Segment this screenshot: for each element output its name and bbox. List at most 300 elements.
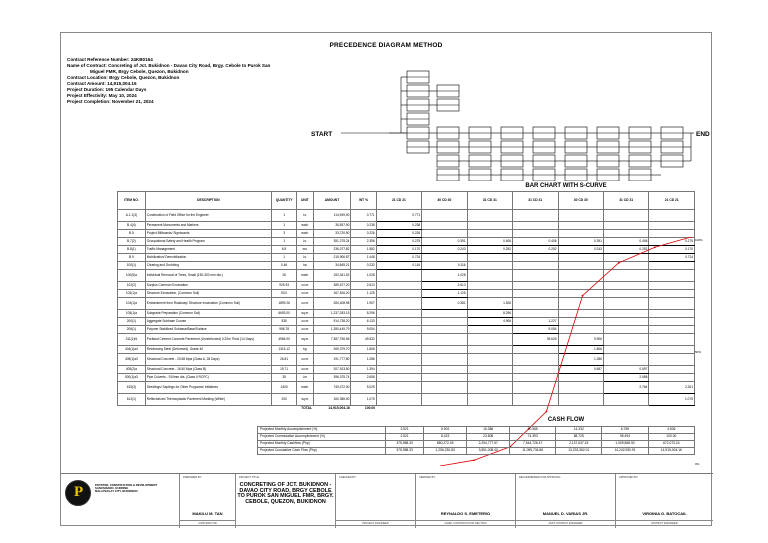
cash-flow-value: 5.902 xyxy=(424,427,467,434)
bar-chart-title: BAR CHART WITH S-CURVE xyxy=(525,183,607,189)
table-row xyxy=(118,382,695,394)
cell-quantity: 1 xyxy=(272,238,297,246)
cell-unit: cu.m xyxy=(297,290,313,298)
project-label: PROJECT TITLE: xyxy=(239,476,260,479)
cell-description: Traffic Management xyxy=(145,246,271,254)
cell-amount: 153,341.52 xyxy=(313,270,351,282)
cell-month-weight xyxy=(513,310,558,318)
cell-month-weight xyxy=(603,334,648,346)
project-effectivity: Project Effectivity: May 10, 2024 xyxy=(67,93,137,98)
cell-month-weight xyxy=(649,374,695,382)
cell-weight: 1.907 xyxy=(351,298,376,310)
cell-month-weight xyxy=(558,270,603,282)
cell-amount: 351,275.24 xyxy=(313,238,351,246)
cell-month-weight xyxy=(376,282,421,290)
cell-description: Permanent Monuments and Markers xyxy=(145,222,271,230)
cell-month-weight xyxy=(603,254,648,262)
cell-quantity: 4966.00 xyxy=(272,334,297,346)
project-duration: Project Duration: 195 Calendar Days xyxy=(67,87,147,92)
cell-month-weight: 4.906 xyxy=(467,318,512,326)
cell-month-weight xyxy=(649,230,695,238)
cash-flow-value: 88.725 xyxy=(556,434,602,441)
recommended-name: MANUEL D. VARIAS JR. xyxy=(542,511,589,516)
cell-month-weight: 0.724 xyxy=(376,254,421,262)
table-row xyxy=(118,334,695,346)
verified-name: REYNALDO S. EMETERIO xyxy=(440,511,491,516)
cell-month-weight xyxy=(649,346,695,354)
contract-reference: Contract Reference Number: 24KB0164 xyxy=(67,57,153,62)
cell-description: Reflectorized Thermoplastic Pavement Marking (White) xyxy=(145,394,271,406)
cell-month-weight xyxy=(376,318,421,326)
cell-unit: l.m xyxy=(297,374,313,382)
cell-month-weight xyxy=(603,326,648,334)
cell-month-weight xyxy=(513,366,558,374)
cell-amount: 35,557.90 xyxy=(313,222,351,230)
cell-amount: 191,777.80 xyxy=(313,354,351,366)
cell-month-weight xyxy=(467,374,512,382)
cell-month-weight xyxy=(603,230,648,238)
table-row xyxy=(118,310,695,318)
cell-month-weight xyxy=(467,326,512,334)
prepared-label: PREPARED BY: xyxy=(183,476,202,479)
cell-item: 105(1)a xyxy=(118,310,146,318)
cell-month-weight xyxy=(558,230,603,238)
cell-month-weight: 1.227 xyxy=(513,318,558,326)
contract-name-line1: Name of Contract: Concreting of Jct. Bukidnon - Davao City Road, Brgy. Cebole to Purok San xyxy=(67,63,271,68)
cell-month-weight xyxy=(467,222,512,230)
cash-flow-row xyxy=(258,448,695,455)
col-month: 31 CD 31 xyxy=(603,192,648,210)
cell-month-weight xyxy=(558,382,603,394)
cell-quantity: 6693.00 xyxy=(272,310,297,318)
cell-unit: ha xyxy=(297,262,313,270)
cell-month-weight: 0.406 xyxy=(603,238,648,246)
cell-weight: 2.613 xyxy=(351,282,376,290)
total-label: TOTAL xyxy=(301,406,313,411)
cell-amount: 167,816.20 xyxy=(313,290,351,298)
cell-month-weight: 1.806 xyxy=(558,346,603,354)
cell-month-weight xyxy=(558,282,603,290)
title-block xyxy=(61,473,713,527)
cash-flow-value: 14,242,930.91 xyxy=(602,448,648,455)
cell-month-weight xyxy=(513,290,558,298)
cell-month-weight xyxy=(467,366,512,374)
document-sheet xyxy=(60,32,712,526)
cell-month-weight xyxy=(649,310,695,318)
cell-quantity: 1899.26 xyxy=(272,298,297,310)
cell-item: 500(1)a3 xyxy=(118,374,146,382)
cell-month-weight xyxy=(558,310,603,318)
cell-month-weight xyxy=(422,334,467,346)
cash-flow-value: 4.506 xyxy=(648,427,694,434)
cell-quantity: 0.46 xyxy=(272,262,297,270)
contractor-org xyxy=(95,484,157,494)
page-title: PRECEDENCE DIAGRAM METHOD xyxy=(329,42,443,49)
cell-weight: 49.532 xyxy=(351,334,376,346)
cell-month-weight xyxy=(513,262,558,270)
cell-quantity: 1 xyxy=(272,222,297,230)
cell-amount: 284,408.98 xyxy=(313,298,351,310)
cell-month-weight: 0.252 xyxy=(513,246,558,254)
cell-weight: 1.125 xyxy=(351,290,376,298)
cell-month-weight: 0.243 xyxy=(422,246,467,254)
cash-flow-row xyxy=(258,427,695,434)
cell-description: Surplus Common Excavation xyxy=(145,282,271,290)
cell-month-weight xyxy=(603,394,648,406)
cell-item: A.1.1(3) xyxy=(118,210,146,222)
cell-unit: cu.m xyxy=(297,354,313,366)
cell-month-weight xyxy=(513,382,558,394)
cell-description: Clearing and Grubbing xyxy=(145,262,271,270)
org-line: SANVARIANO, GUDDING xyxy=(95,486,129,491)
col-description: DESCRIPTION xyxy=(145,192,271,210)
cell-weight: 1.394 xyxy=(351,366,376,374)
col-month: 21 CD 21 xyxy=(376,192,421,210)
cell-amount: 396,375.74 xyxy=(313,374,351,382)
cell-month-weight xyxy=(376,354,421,366)
cell-description: Seedlings/ Saplings for Other Programs/ Initiatives xyxy=(145,382,271,394)
prepared-role: CONTRACTOR xyxy=(180,520,235,525)
cell-item: B.5 xyxy=(118,230,146,238)
cell-month-weight xyxy=(558,254,603,262)
cell-month-weight xyxy=(649,366,695,374)
cell-month-weight: 8.296 xyxy=(467,310,512,318)
checked-by-block xyxy=(335,474,415,528)
cell-month-weight xyxy=(558,222,603,230)
percent-scale xyxy=(695,238,711,468)
cell-item: 104(1)a xyxy=(118,298,146,310)
cell-weight: 1.448 xyxy=(351,254,376,262)
cell-month-weight xyxy=(649,334,695,346)
cash-flow-value: 7,544,726.47 xyxy=(510,441,556,448)
cell-item: B.4(4) xyxy=(118,222,146,230)
cell-month-weight xyxy=(422,326,467,334)
cash-flow-value: 375,958.33 xyxy=(386,441,424,448)
table-row xyxy=(118,238,695,246)
cell-description: Embankment from Roadway/ Structure excavation (Common Soil) xyxy=(145,298,271,310)
cell-month-weight xyxy=(513,230,558,238)
cell-month-weight xyxy=(422,318,467,326)
col-weight: WT % xyxy=(351,192,376,210)
pct-label: 50% xyxy=(695,350,702,354)
cash-flow-label: Projected Cummulative Accomplishment (%) xyxy=(258,434,386,441)
cell-month-weight xyxy=(513,346,558,354)
prepared-by-block xyxy=(179,474,235,528)
cell-month-weight: 0.170 xyxy=(649,246,695,254)
cell-month-weight xyxy=(649,290,695,298)
cash-flow-value: 2,137,637.15 xyxy=(556,441,602,448)
cash-flow-row xyxy=(258,441,695,448)
pct-label: 0% xyxy=(695,462,700,466)
table-row xyxy=(118,270,695,282)
total-row xyxy=(118,406,695,413)
cell-unit: each xyxy=(297,222,313,230)
cell-month-weight: 0.243 xyxy=(558,246,603,254)
cell-month-weight: 0.697 xyxy=(603,366,648,374)
cell-description: Project Billboards/ Signboards xyxy=(145,230,271,238)
cell-month-weight xyxy=(558,262,603,270)
cell-quantity: 26 xyxy=(272,270,297,282)
cell-item: B.7(2) xyxy=(118,238,146,246)
col-item-no: ITEM NO. xyxy=(118,192,146,210)
cell-weight: 1.075 xyxy=(351,394,376,406)
cell-month-weight xyxy=(513,374,558,382)
cell-weight: 6.133 xyxy=(351,318,376,326)
cell-weight: 2.658 xyxy=(351,374,376,382)
cell-month-weight xyxy=(467,334,512,346)
cell-month-weight xyxy=(558,318,603,326)
col-month: 30 CD 30 xyxy=(558,192,603,210)
bar-chart-table xyxy=(117,191,695,413)
cell-unit: cu.m xyxy=(297,318,313,326)
cell-month-weight xyxy=(422,210,467,222)
cell-description: Subgrade Preparation (Common Soil) xyxy=(145,310,271,318)
cell-month-weight: 0.238 xyxy=(376,222,421,230)
cell-amount: 269,379.70 xyxy=(313,346,351,354)
cash-flow-value: 8.423 xyxy=(424,434,467,441)
cell-unit: each xyxy=(297,270,313,282)
table-row xyxy=(118,230,695,238)
cell-description: Structure Excavation, (Common Soil) xyxy=(145,290,271,298)
cell-month-weight xyxy=(422,230,467,238)
cell-month-weight: 0.391 xyxy=(422,238,467,246)
approved-label: APPROVED BY: xyxy=(619,476,639,479)
cell-month-weight xyxy=(513,270,558,282)
total-amount: 14,915,004.16 xyxy=(328,406,350,411)
cell-item: 100(5)a xyxy=(118,270,146,282)
cell-item: 200(1) xyxy=(118,318,146,326)
cell-month-weight xyxy=(558,374,603,382)
cell-month-weight xyxy=(649,282,695,290)
cell-weight: 0.232 xyxy=(351,262,376,270)
cell-month-weight xyxy=(603,210,648,222)
verified-by-block xyxy=(415,474,515,528)
verified-label: VERIFIED BY: xyxy=(419,476,436,479)
table-row xyxy=(118,326,695,334)
cell-amount: 389,677.20 xyxy=(313,282,351,290)
cell-quantity: 1 xyxy=(272,254,297,262)
cell-month-weight: 1.075 xyxy=(649,394,695,406)
table-row xyxy=(118,354,695,366)
cell-month-weight xyxy=(467,270,512,282)
cell-month-weight xyxy=(513,282,558,290)
cell-month-weight: 2.658 xyxy=(603,374,648,382)
approved-name: VIRGINIA G. BATOCAIL xyxy=(642,511,687,516)
cell-month-weight xyxy=(649,298,695,310)
cash-flow-table xyxy=(257,426,695,455)
cash-flow-value: 11,095,734.86 xyxy=(510,448,556,455)
cell-weight: 8.296 xyxy=(351,310,376,318)
cell-month-weight xyxy=(649,326,695,334)
cash-flow-value: 14.332 xyxy=(556,427,602,434)
cell-month-weight: 0.697 xyxy=(558,366,603,374)
cash-flow-value: 6.769 xyxy=(602,427,648,434)
cash-flow-value: 50.585 xyxy=(510,427,556,434)
cell-month-weight xyxy=(603,298,648,310)
cash-flow-value: 100.00 xyxy=(648,434,694,441)
cell-month-weight: 1.125 xyxy=(422,290,467,298)
cell-month-weight xyxy=(376,326,421,334)
cell-amount: 7,387,756.56 xyxy=(313,334,351,346)
cell-quantity: 925.93 xyxy=(272,282,297,290)
cell-quantity: 93.0 xyxy=(272,290,297,298)
cell-description: Mobilization/ Demobilization xyxy=(145,254,271,262)
cell-month-weight xyxy=(422,310,467,318)
cell-quantity: 26.81 xyxy=(272,354,297,366)
cell-month-weight xyxy=(467,230,512,238)
cell-amount: 160,356.00 xyxy=(313,394,351,406)
org-line: POVSTRIL CONSTRUCTION & DEVELOPMENT xyxy=(95,483,158,487)
cell-description: Structural Concrete - 16.50 Mpa (Class B) xyxy=(145,366,271,374)
cell-weight: 9.054 xyxy=(351,326,376,334)
cell-month-weight: 2.613 xyxy=(422,282,467,290)
cell-month-weight xyxy=(467,254,512,262)
cell-description: Portland Cement Concrete Pavement (Unreinforced) 0.20m Thick (14 Days) xyxy=(145,334,271,346)
cash-flow-value: 672,073.24 xyxy=(648,441,694,448)
cell-month-weight xyxy=(467,346,512,354)
cell-month-weight xyxy=(603,270,648,282)
cell-unit: cu.m xyxy=(297,282,313,290)
cell-month-weight: 0.275 xyxy=(376,238,421,246)
cell-month-weight: 2.261 xyxy=(649,382,695,394)
cash-flow-label: Projected Cumulative Cash Flow (Php) xyxy=(258,448,386,455)
cell-unit: l.s. xyxy=(297,210,313,222)
cell-month-weight xyxy=(376,270,421,282)
col-quantity: QUANTITY xyxy=(272,192,297,210)
start-label: START xyxy=(311,131,333,138)
cell-month-weight: 0.771 xyxy=(376,210,421,222)
cell-month-weight: 0.381 xyxy=(422,298,467,310)
cell-month-weight xyxy=(649,210,695,222)
cell-amount: 236,077.82 xyxy=(313,246,351,254)
cell-unit: sq.m xyxy=(297,394,313,406)
cash-flow-value: 2,294,777.57 xyxy=(467,441,510,448)
cell-description: Aggregate Subbase Course xyxy=(145,318,271,326)
cell-quantity: 2400 xyxy=(272,382,297,394)
pct-label: 100% xyxy=(695,238,703,242)
cell-quantity: 6.5 xyxy=(272,246,297,254)
cash-flow-row xyxy=(258,434,695,441)
cell-quantity: 19.71 xyxy=(272,366,297,374)
cell-month-weight xyxy=(603,346,648,354)
cell-month-weight xyxy=(649,270,695,282)
cell-month-weight xyxy=(558,210,603,222)
cell-item: 405(1)a3 xyxy=(118,354,146,366)
cell-month-weight xyxy=(513,210,558,222)
cell-month-weight: 1.286 xyxy=(558,354,603,366)
cell-month-weight xyxy=(467,354,512,366)
cell-weight: 1.028 xyxy=(351,270,376,282)
recommended-block xyxy=(515,474,615,528)
recommended-label: RECOMMENDED FOR APPROVAL: xyxy=(519,476,562,479)
cell-month-weight xyxy=(649,354,695,366)
col-amount: AMOUNT xyxy=(313,192,351,210)
contract-amount: Contract Amount: 14,915,004.16 xyxy=(67,81,137,86)
cell-item: 405(2)a xyxy=(118,366,146,374)
total-weight: 100.00 xyxy=(364,406,376,411)
checked-label: CHECKED BY: xyxy=(339,476,357,479)
cell-item: 100(1) xyxy=(118,262,146,270)
cell-month-weight: 39.626 xyxy=(513,334,558,346)
cash-flow-value: 74.393 xyxy=(510,434,556,441)
cell-month-weight xyxy=(467,394,512,406)
cell-month-weight: 0.170 xyxy=(376,246,421,254)
cell-unit: mo xyxy=(297,246,313,254)
approved-role: DISTRICT ENGINEER xyxy=(616,520,713,525)
cell-description: Individual Removal of Trees, Small (150-300 mm dia.) xyxy=(145,270,271,282)
cell-month-weight xyxy=(422,382,467,394)
cell-month-weight xyxy=(422,254,467,262)
cell-amount: 1,237,283.15 xyxy=(313,310,351,318)
cash-flow-value: 2.521 xyxy=(386,434,424,441)
col-unit: UNIT xyxy=(297,192,313,210)
table-row xyxy=(118,222,695,230)
cash-flow-value: 1,256,230.83 xyxy=(424,448,467,455)
cell-month-weight xyxy=(422,354,467,366)
cell-month-weight xyxy=(603,318,648,326)
cell-weight: 5.025 xyxy=(351,382,376,394)
cell-quantity: 200 xyxy=(272,394,297,406)
cell-month-weight xyxy=(467,290,512,298)
cell-weight: 1.582 xyxy=(351,246,376,254)
cell-month-weight xyxy=(376,366,421,374)
table-row xyxy=(118,290,695,298)
cell-amount: 33,720.90 xyxy=(313,230,351,238)
cell-month-weight xyxy=(513,298,558,310)
col-month: 31 CD 31 xyxy=(467,192,512,210)
cash-flow-label: Projected Monthly Cashflow (Php) xyxy=(258,441,386,448)
cell-item: 206(1) xyxy=(118,326,146,334)
cash-flow-value: 880,272.49 xyxy=(424,441,467,448)
table-row xyxy=(118,298,695,310)
cell-month-weight xyxy=(422,222,467,230)
cell-month-weight xyxy=(376,382,421,394)
cell-unit: sq.m xyxy=(297,310,313,318)
cell-quantity: 535 xyxy=(272,318,297,326)
cell-weight: 2.356 xyxy=(351,238,376,246)
cell-month-weight: 1.028 xyxy=(422,270,467,282)
cell-weight: 1.286 xyxy=(351,354,376,366)
cell-amount: 207,913.50 xyxy=(313,366,351,374)
approved-block xyxy=(615,474,713,528)
cell-month-weight: 0.406 xyxy=(513,238,558,246)
cell-item: 404(1)a4 xyxy=(118,346,146,354)
cell-month-weight xyxy=(376,394,421,406)
table-row xyxy=(118,366,695,374)
cell-month-weight: 0.275 xyxy=(649,238,695,246)
cell-month-weight xyxy=(603,282,648,290)
cell-month-weight xyxy=(376,298,421,310)
cell-month-weight xyxy=(558,290,603,298)
cell-month-weight xyxy=(603,262,648,270)
cell-item: B.9 xyxy=(118,254,146,262)
cash-flow-value: 95.494 xyxy=(602,434,648,441)
cell-month-weight xyxy=(422,374,467,382)
prepared-name: MAKILU M. TAN xyxy=(192,511,223,516)
cell-month-weight xyxy=(513,222,558,230)
project-completion: Project Completion: November 21, 2024 xyxy=(67,99,154,104)
cell-month-weight xyxy=(422,394,467,406)
cash-flow-value: 1,009,568.90 xyxy=(602,441,648,448)
table-row xyxy=(118,262,695,270)
cell-item: 103(1)a xyxy=(118,290,146,298)
cell-amount: 215,906.87 xyxy=(313,254,351,262)
cell-description: Reinforcing Steel (Deformed), Grade 40 xyxy=(145,346,271,354)
precedence-diagram xyxy=(311,61,716,181)
cell-unit: each xyxy=(297,382,313,394)
project-title: CONCRETING OF JCT. BUKIDNON - DAVAO CITY ROAD, BRGY CEBOLE TO PUROK SAN MIGUEL FMR, BRGY. CEBOLE, QUEZON, BUKIDNON xyxy=(237,482,334,505)
cell-month-weight xyxy=(422,366,467,374)
